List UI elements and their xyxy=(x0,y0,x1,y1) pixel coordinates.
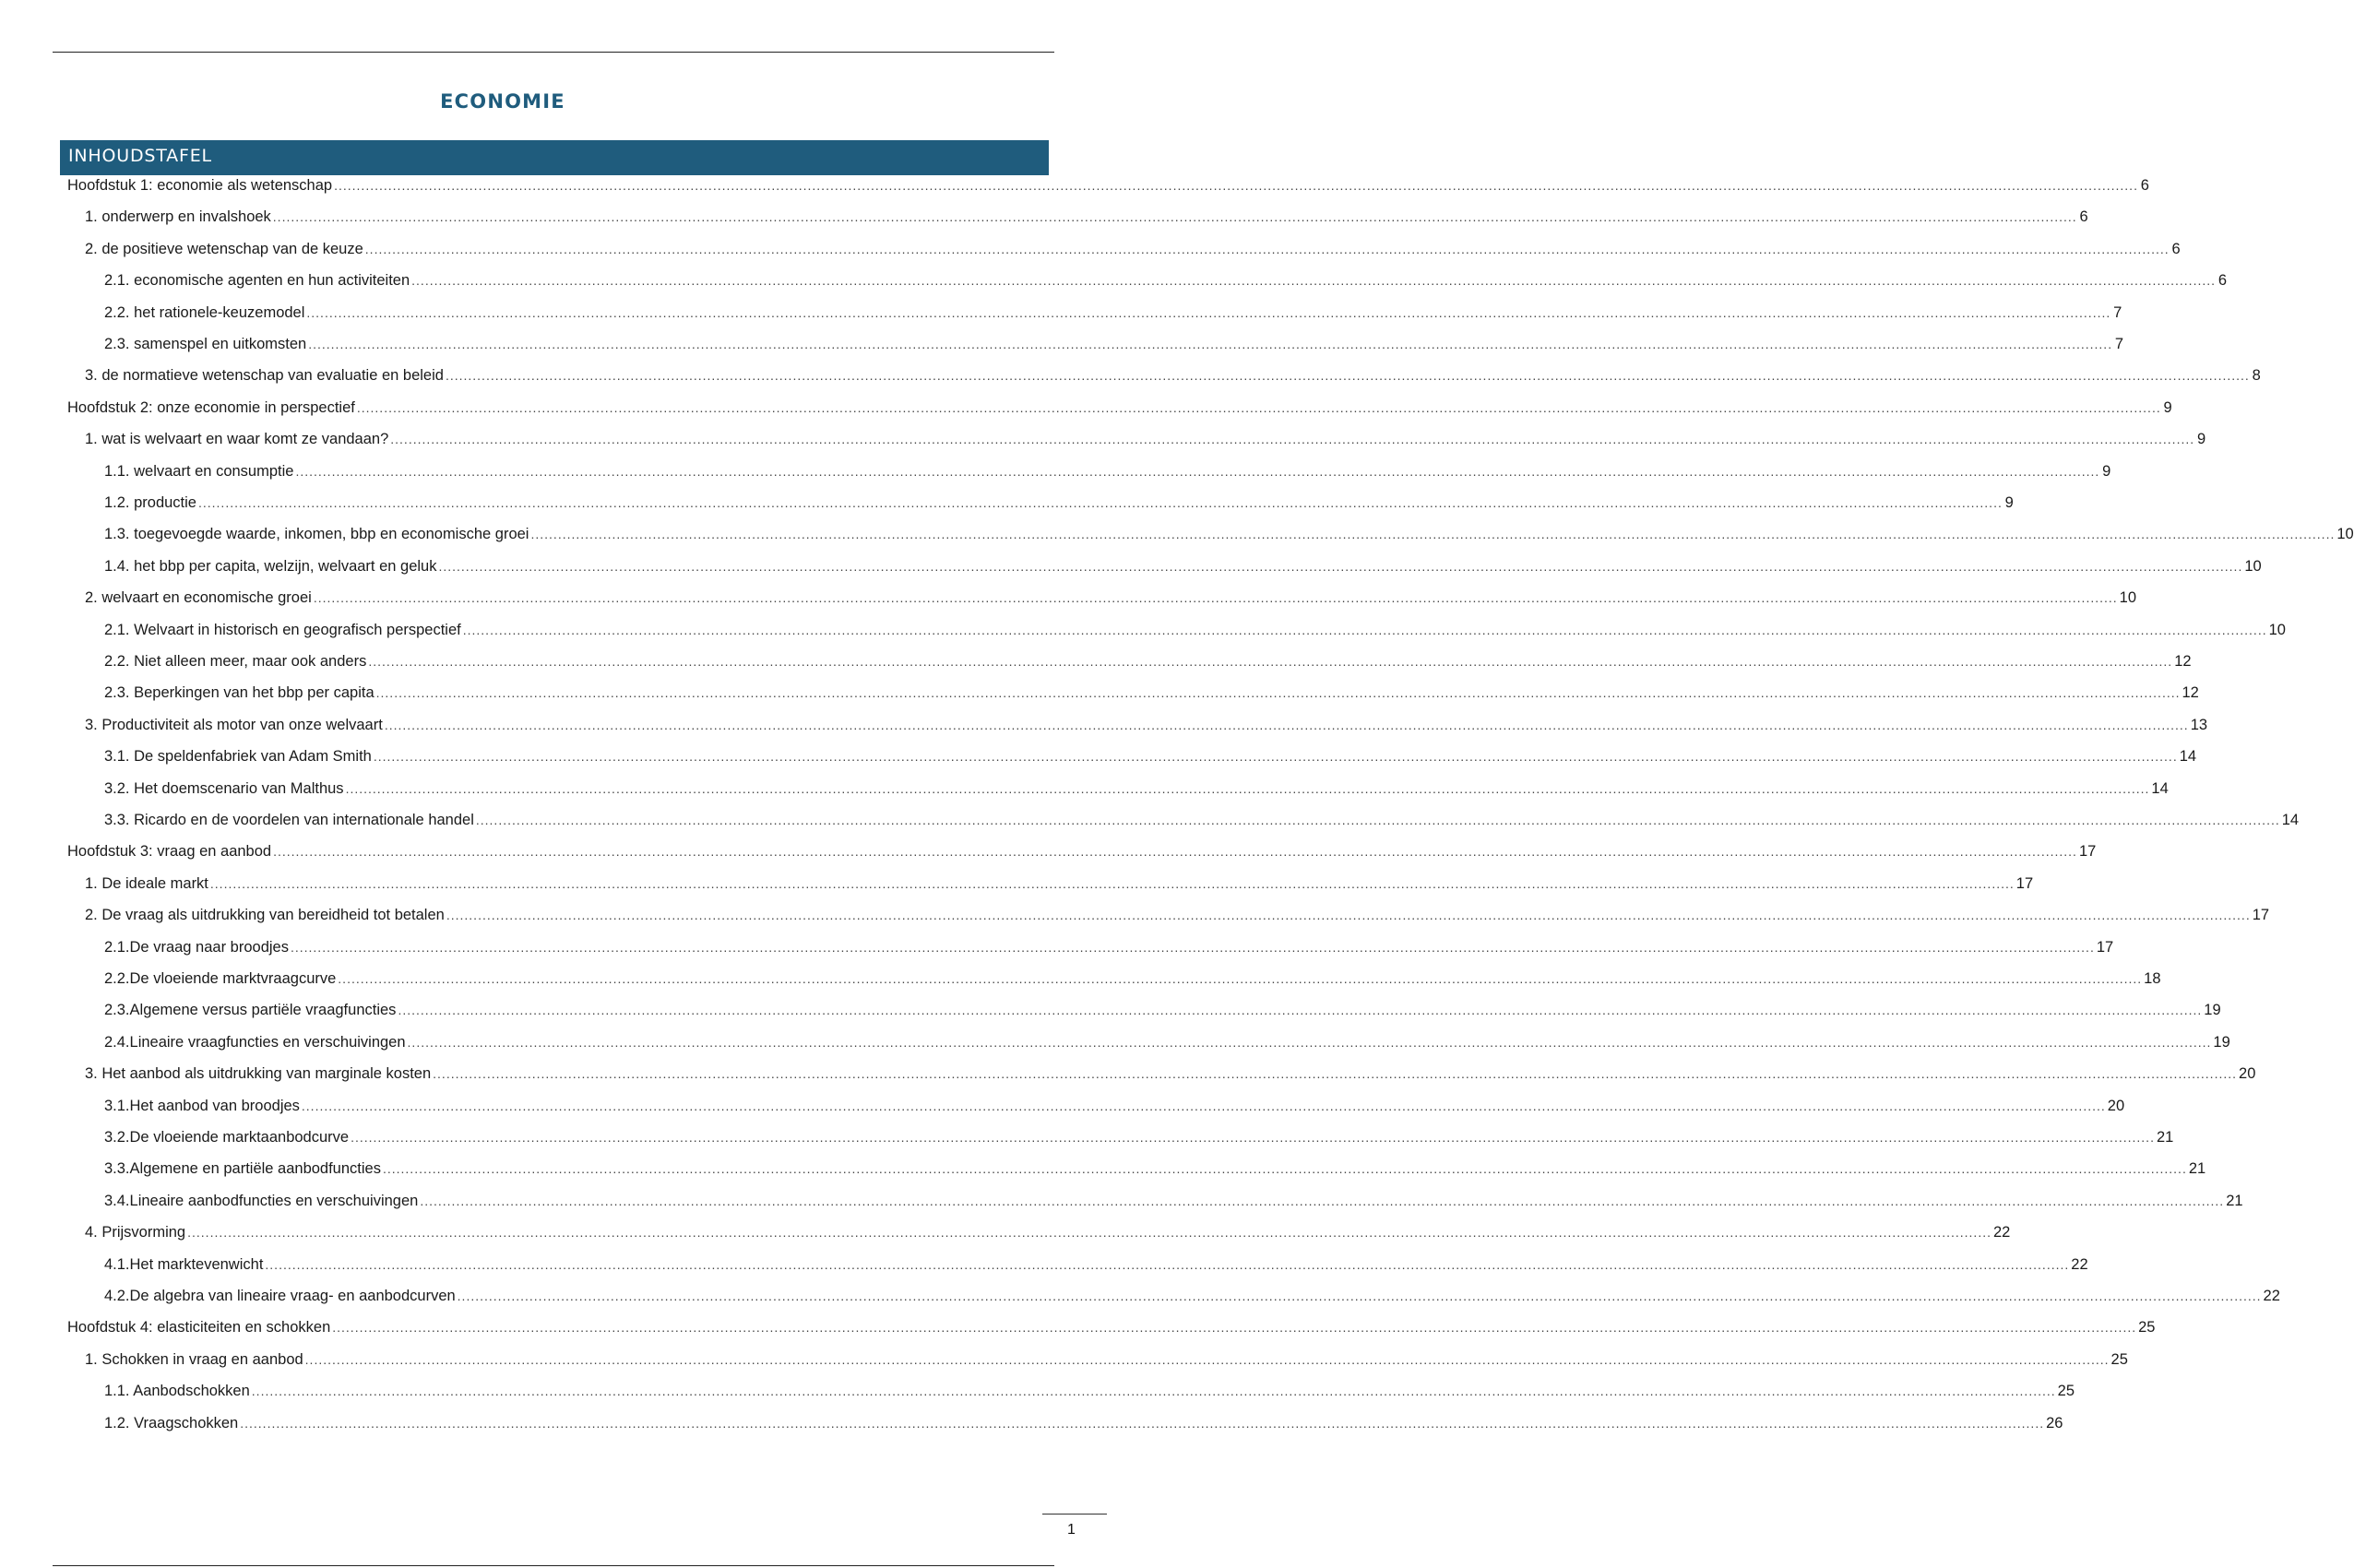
toc-entry-title: 1.2. Vraagschokken xyxy=(104,1414,239,1431)
toc-leader-dots: ................................................................................................................................................................................................................................................................................................................................................................................................................ xyxy=(407,1034,2212,1050)
toc-entry-page: 6 xyxy=(2079,208,2088,226)
toc-entry-title: 2.3. Beperkingen van het bbp per capita xyxy=(104,684,374,702)
toc-entry-title: Hoofdstuk 1: economie als wetenschap xyxy=(67,177,333,194)
toc-entry[interactable] xyxy=(0,806,2300,834)
toc-leader-dots: ................................................................................................................................................................................................................................................................................................................................................................................................................ xyxy=(308,337,2113,351)
toc-entry[interactable] xyxy=(0,267,2228,294)
toc-entry-title: 3.3. Ricardo en de voordelen van internationale handel xyxy=(104,812,474,828)
toc-entry-page: 19 xyxy=(2213,1033,2230,1051)
toc-heading-label: INHOUDSTAFEL xyxy=(68,146,212,166)
toc-entry-title: 1.3. toegevoegde waarde, inkomen, bbp en economische groei xyxy=(104,526,529,543)
toc-entry[interactable] xyxy=(0,489,2014,517)
toc-leader-dots: ................................................................................................................................................................................................................................................................................................................................................................................................................ xyxy=(304,1351,2110,1367)
toc-entry-title: 3.2.De vloeiende marktaanbodcurve xyxy=(104,1129,350,1146)
toc-entry-title: 3.1.Het aanbod van broodjes xyxy=(104,1097,300,1114)
toc-entry[interactable] xyxy=(0,1218,2011,1246)
toc-entry[interactable] xyxy=(0,647,2192,675)
toc-leader-dots: ................................................................................................................................................................................................................................................................................................................................................................................................................ xyxy=(433,1066,2238,1082)
toc-leader-dots: ................................................................................................................................................................................................................................................................................................................................................................................................................ xyxy=(356,399,2161,415)
toc-entry-page: 10 xyxy=(2244,557,2262,575)
toc-leader-dots: ................................................................................................................................................................................................................................................................................................................................................................................................................ xyxy=(373,749,2178,765)
toc-leader-dots: ................................................................................................................................................................................................................................................................................................................................................................................................................ xyxy=(251,1384,2056,1399)
toc-leader-dots: ................................................................................................................................................................................................................................................................................................................................................................................................................ xyxy=(197,495,2003,510)
toc-entry[interactable] xyxy=(0,203,2088,231)
toc-entry-page: 25 xyxy=(2110,1350,2128,1368)
toc-entry-title: 2. welvaart en economische groei xyxy=(85,589,312,607)
toc-leader-dots: ................................................................................................................................................................................................................................................................................................................................................................................................................ xyxy=(345,780,2150,796)
toc-entry[interactable] xyxy=(0,1060,2256,1087)
toc-entry[interactable] xyxy=(0,901,2270,929)
toc-entry[interactable] xyxy=(0,584,2137,612)
toc-entry[interactable] xyxy=(0,1409,2063,1437)
toc-entry-page: 25 xyxy=(2138,1319,2156,1336)
document-title: ECONOMIE xyxy=(440,90,565,113)
toc-entry-page: 9 xyxy=(2102,462,2111,480)
toc-leader-dots: ................................................................................................................................................................................................................................................................................................................................................................................................................ xyxy=(351,1130,2155,1145)
toc-entry[interactable] xyxy=(0,1155,2206,1182)
toc-leader-dots: ................................................................................................................................................................................................................................................................................................................................................................................................................ xyxy=(364,241,2170,256)
toc-entry-title: 2.4.Lineaire vraagfuncties en verschuivingen xyxy=(104,1033,406,1051)
toc-entry[interactable] xyxy=(0,1187,2243,1215)
toc-entry-title: 2.2. het rationele-keuzemodel xyxy=(104,303,305,321)
toc-entry-page: 21 xyxy=(2188,1160,2206,1178)
toc-entry-title: 3.2. Het doemscenario van Malthus xyxy=(104,779,344,797)
toc-entry-page: 17 xyxy=(2096,938,2114,956)
toc-entry-title: 3.3.Algemene en partiële aanbodfuncties xyxy=(104,1160,381,1178)
footer-rule xyxy=(1042,1514,1107,1515)
toc-entry-page: 25 xyxy=(2057,1383,2075,1400)
toc-entry-page: 19 xyxy=(2204,1002,2221,1019)
toc-entry-page: 17 xyxy=(2078,843,2097,861)
toc-entry[interactable] xyxy=(0,172,2149,199)
toc-entry-page: 14 xyxy=(2179,748,2197,766)
toc-entry-page: 12 xyxy=(2182,684,2199,702)
toc-entry[interactable] xyxy=(0,1123,2174,1151)
toc-leader-dots: ................................................................................................................................................................................................................................................................................................................................................................................................................ xyxy=(273,844,2077,860)
toc-leader-dots: ................................................................................................................................................................................................................................................................................................................................................................................................................ xyxy=(457,1289,2262,1303)
toc-entry-title: 2. de positieve wetenschap van de keuze xyxy=(85,240,363,257)
toc-leader-dots: ................................................................................................................................................................................................................................................................................................................................................................................................................ xyxy=(382,1161,2187,1177)
toc-entry-title: 2.3. samenspel en uitkomsten xyxy=(104,336,307,352)
toc-leader-dots: ................................................................................................................................................................................................................................................................................................................................................................................................................ xyxy=(306,304,2111,320)
toc-entry[interactable] xyxy=(0,1251,2088,1278)
toc-entry-title: 4.1.Het marktevenwicht xyxy=(104,1255,264,1273)
toc-leader-dots: ................................................................................................................................................................................................................................................................................................................................................................................................................ xyxy=(368,654,2173,669)
toc-entry-page: 21 xyxy=(2156,1129,2174,1146)
toc-entry-title: 1.2. productie xyxy=(104,494,196,511)
toc-entry-page: 20 xyxy=(2107,1097,2125,1114)
toc-entry-page: 17 xyxy=(2252,907,2270,924)
toc-entry-page: 9 xyxy=(2196,431,2206,448)
toc-entry-title: 1.1. welvaart en consumptie xyxy=(104,462,294,480)
toc-leader-dots: ................................................................................................................................................................................................................................................................................................................................................................................................................ xyxy=(375,685,2181,701)
toc-entry-title: 2.3.Algemene versus partiële vraagfuncties xyxy=(104,1002,397,1019)
toc-leader-dots: ................................................................................................................................................................................................................................................................................................................................................................................................................ xyxy=(209,875,2015,891)
toc-leader-dots: ................................................................................................................................................................................................................................................................................................................................................................................................................ xyxy=(398,1003,2203,1018)
toc-entry[interactable] xyxy=(0,933,2114,961)
toc-entry-page: 22 xyxy=(1992,1224,2011,1241)
toc-entry[interactable] xyxy=(0,457,2111,485)
toc-entry[interactable] xyxy=(0,1313,2156,1341)
toc-entry-title: 3. Het aanbod als uitdrukking van marginale kosten xyxy=(85,1065,432,1083)
toc-entry-page: 12 xyxy=(2174,653,2192,670)
toc-entry-title: 3. Productiviteit als motor van onze welvaart xyxy=(85,716,383,733)
toc-entry-page: 6 xyxy=(2140,177,2149,194)
toc-entry[interactable] xyxy=(0,1028,2230,1056)
toc-entry-page: 22 xyxy=(2071,1255,2088,1273)
toc-entry-title: 3.1. De speldenfabriek van Adam Smith xyxy=(104,748,372,766)
toc-leader-dots: ................................................................................................................................................................................................................................................................................................................................................................................................................ xyxy=(446,908,2251,923)
toc-entry[interactable] xyxy=(0,996,2221,1024)
toc-entry-page: 17 xyxy=(2015,874,2034,892)
toc-entry[interactable] xyxy=(0,616,2286,644)
toc-entry-page: 21 xyxy=(2226,1192,2243,1209)
toc-entry-page: 26 xyxy=(2046,1414,2063,1431)
toc-entry-page: 9 xyxy=(2163,398,2172,416)
toc-entry[interactable] xyxy=(0,362,2261,389)
toc-entry[interactable] xyxy=(0,837,2097,865)
toc-entry[interactable] xyxy=(0,330,2124,358)
toc-entry-page: 8 xyxy=(2252,367,2261,385)
toc-leader-dots: ................................................................................................................................................................................................................................................................................................................................................................................................................ xyxy=(313,590,2118,606)
bottom-rule xyxy=(53,1565,1054,1566)
toc-leader-dots: ................................................................................................................................................................................................................................................................................................................................................................................................................ xyxy=(334,178,2138,193)
toc-entry-title: 1. De ideale markt xyxy=(85,874,208,892)
toc-entry[interactable] xyxy=(0,552,2262,580)
toc-leader-dots: ................................................................................................................................................................................................................................................................................................................................................................................................................ xyxy=(338,971,2143,986)
toc-leader-dots: ................................................................................................................................................................................................................................................................................................................................................................................................................ xyxy=(411,273,2217,289)
toc-entry-title: Hoofdstuk 4: elasticiteiten en schokken xyxy=(67,1319,331,1336)
toc-leader-dots: ................................................................................................................................................................................................................................................................................................................................................................................................................ xyxy=(475,813,2280,827)
toc-entry[interactable] xyxy=(0,425,2206,453)
toc-entry[interactable] xyxy=(0,394,2172,422)
toc-entry-page: 14 xyxy=(2151,779,2169,797)
toc-entry-page: 9 xyxy=(2004,494,2014,511)
toc-entry[interactable] xyxy=(0,299,2122,327)
toc-entry-page: 7 xyxy=(2113,303,2122,321)
toc-entry-title: 2.1.De vraag naar broodjes xyxy=(104,938,289,956)
toc-entry-title: 2.2.De vloeiende marktvraagcurve xyxy=(104,970,337,987)
toc-leader-dots: ................................................................................................................................................................................................................................................................................................................................................................................................................ xyxy=(295,463,2100,479)
toc-leader-dots: ................................................................................................................................................................................................................................................................................................................................................................................................................ xyxy=(272,209,2077,225)
toc-entry-title: 1.1. Aanbodschokken xyxy=(104,1383,250,1400)
toc-entry[interactable] xyxy=(0,679,2199,707)
page-number: 1 xyxy=(1067,1522,1076,1538)
toc-leader-dots: ................................................................................................................................................................................................................................................................................................................................................................................................................ xyxy=(390,432,2195,447)
toc-heading xyxy=(60,140,1049,175)
toc-entry[interactable] xyxy=(0,711,2208,739)
toc-entry-title: 3.4.Lineaire aanbodfuncties en verschuivingen xyxy=(104,1192,419,1209)
toc-entry-title: 2.1. Welvaart in historisch en geografisch perspectief xyxy=(104,621,461,638)
toc-entry-title: 3. de normatieve wetenschap van evaluatie en beleid xyxy=(85,367,444,385)
toc-leader-dots: ................................................................................................................................................................................................................................................................................................................................................................................................................ xyxy=(530,527,2336,542)
toc-entry[interactable] xyxy=(0,520,2354,548)
toc-entry-page: 10 xyxy=(2336,526,2354,543)
toc-entry-page: 20 xyxy=(2239,1065,2256,1083)
toc-entry-title: 2. De vraag als uitdrukking van bereidheid tot betalen xyxy=(85,907,445,924)
toc-entry[interactable] xyxy=(0,235,2181,263)
toc-entry-title: Hoofdstuk 2: onze economie in perspectief xyxy=(67,398,355,416)
toc-leader-dots: ................................................................................................................................................................................................................................................................................................................................................................................................................ xyxy=(332,1320,2137,1336)
toc-leader-dots: ................................................................................................................................................................................................................................................................................................................................................................................................................ xyxy=(420,1193,2225,1208)
toc-entry-page: 10 xyxy=(2268,621,2286,638)
toc-entry[interactable] xyxy=(0,870,2034,897)
toc-entry-page: 10 xyxy=(2119,589,2137,607)
toc-entry[interactable] xyxy=(0,775,2169,802)
toc-entry[interactable] xyxy=(0,1346,2128,1373)
toc-leader-dots: ................................................................................................................................................................................................................................................................................................................................................................................................................ xyxy=(265,1256,2070,1272)
toc-leader-dots: ................................................................................................................................................................................................................................................................................................................................................................................................................ xyxy=(301,1098,2106,1113)
toc-leader-dots: ................................................................................................................................................................................................................................................................................................................................................................................................................ xyxy=(187,1225,1991,1241)
toc-entry-page: 6 xyxy=(2171,240,2181,257)
toc-leader-dots: ................................................................................................................................................................................................................................................................................................................................................................................................................ xyxy=(445,368,2250,384)
toc-leader-dots: ................................................................................................................................................................................................................................................................................................................................................................................................................ xyxy=(462,622,2267,637)
toc-entry[interactable] xyxy=(0,1282,2280,1310)
toc-entry-title: Hoofdstuk 3: vraag en aanbod xyxy=(67,843,272,861)
toc-entry-title: 1. onderwerp en invalshoek xyxy=(85,208,271,226)
toc-entry-page: 13 xyxy=(2190,716,2208,733)
toc-leader-dots: ................................................................................................................................................................................................................................................................................................................................................................................................................ xyxy=(290,939,2095,955)
toc-entry-title: 2.2. Niet alleen meer, maar ook anders xyxy=(104,653,367,670)
toc-entry-title: 4.2.De algebra van lineaire vraag- en aanbodcurven xyxy=(104,1288,456,1304)
toc-entry[interactable] xyxy=(0,1092,2125,1120)
toc-entry[interactable] xyxy=(0,965,2161,992)
toc-entry-page: 14 xyxy=(2281,812,2300,828)
toc-entry-title: 2.1. economische agenten en hun activiteiten xyxy=(104,272,410,290)
toc-entry-page: 7 xyxy=(2114,336,2124,352)
toc-entry-title: 1. wat is welvaart en waar komt ze vandaan? xyxy=(85,431,389,448)
toc-entry-page: 6 xyxy=(2217,272,2228,290)
toc-leader-dots: ................................................................................................................................................................................................................................................................................................................................................................................................................ xyxy=(438,558,2243,574)
toc-entry-title: 1. Schokken in vraag en aanbod xyxy=(85,1350,303,1368)
toc-entry-title: 1.4. het bbp per capita, welzijn, welvaart en geluk xyxy=(104,557,437,575)
toc-leader-dots: ................................................................................................................................................................................................................................................................................................................................................................................................................ xyxy=(384,717,2189,732)
toc-entry[interactable] xyxy=(0,742,2197,770)
toc-entry-title: 4. Prijsvorming xyxy=(85,1224,186,1241)
toc-leader-dots: ................................................................................................................................................................................................................................................................................................................................................................................................................ xyxy=(240,1415,2045,1431)
toc-entry-page: 22 xyxy=(2263,1288,2280,1304)
top-rule xyxy=(53,52,1054,53)
toc-entry[interactable] xyxy=(0,1377,2075,1405)
toc-entry-page: 18 xyxy=(2144,970,2161,987)
